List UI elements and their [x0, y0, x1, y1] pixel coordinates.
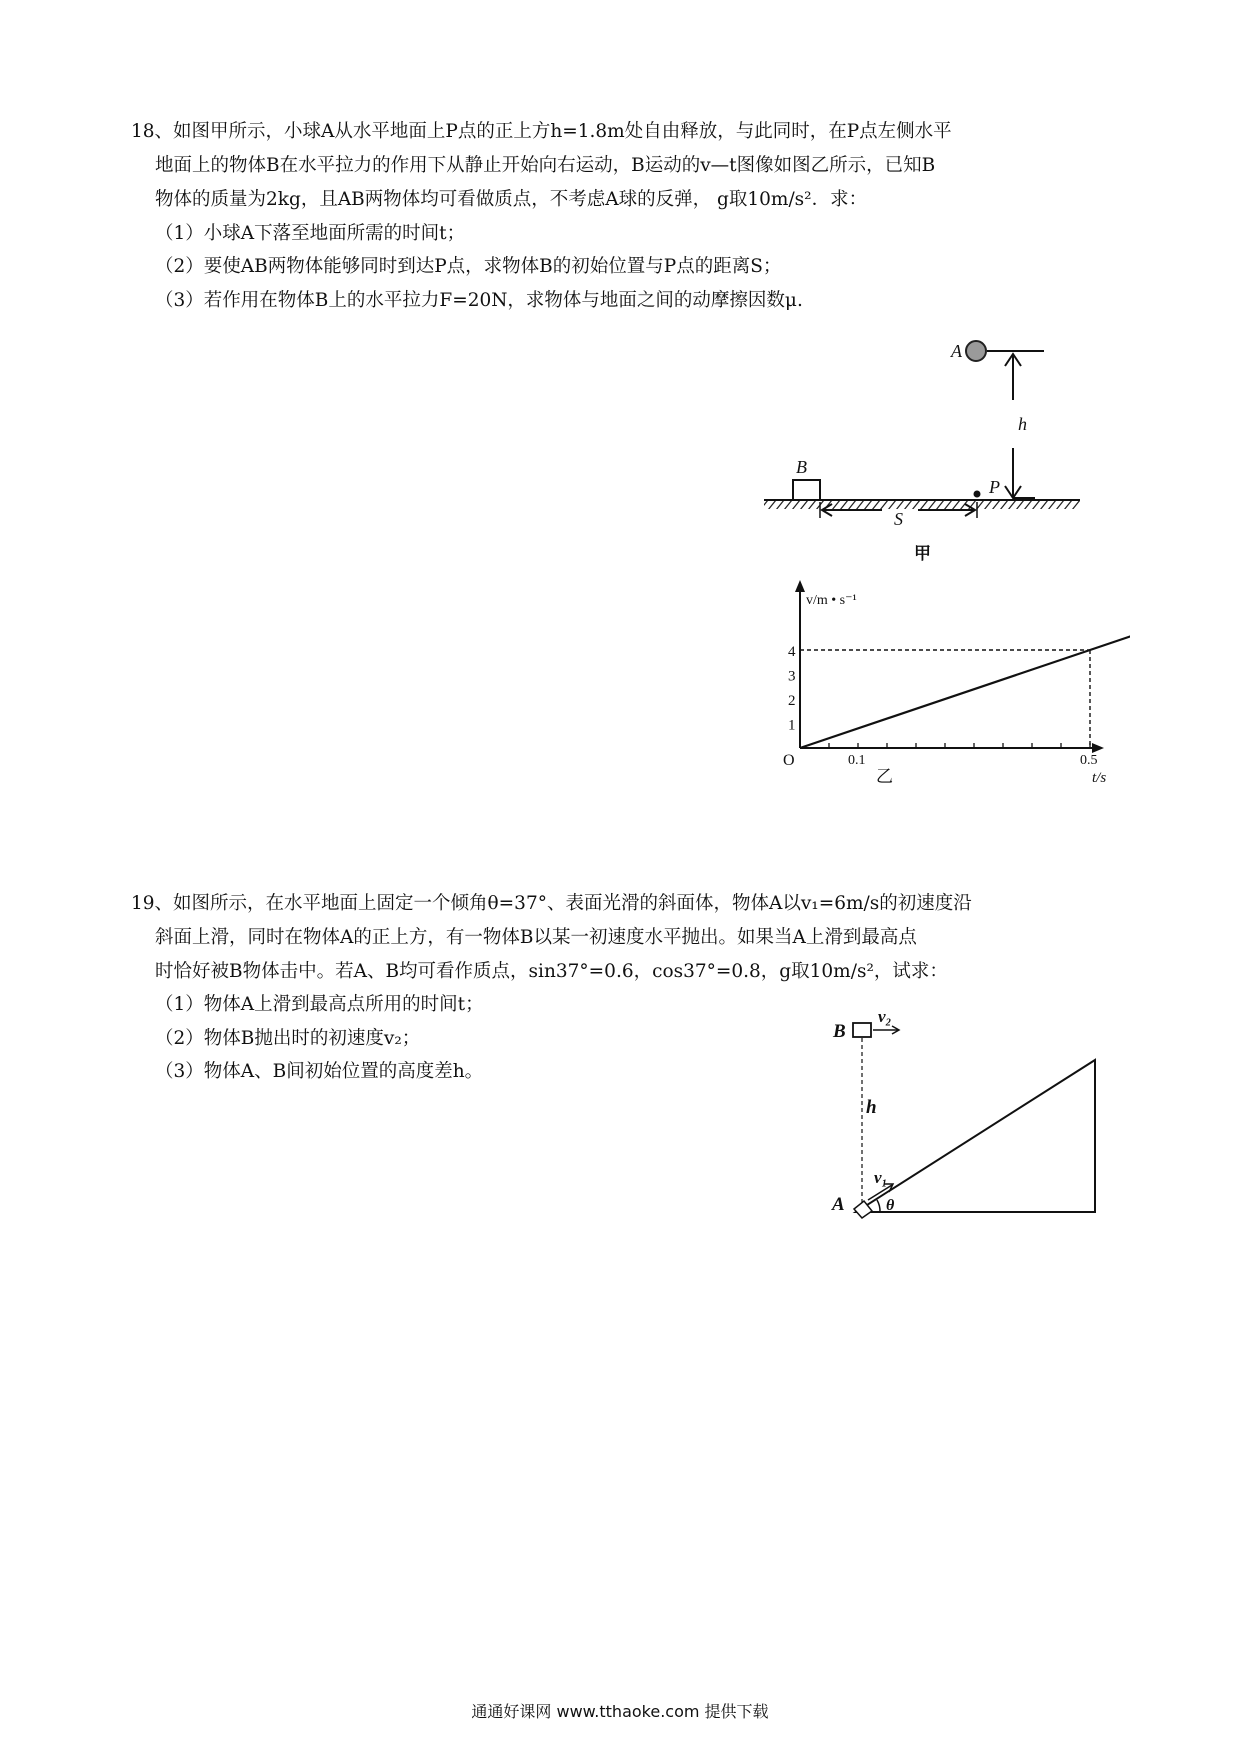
label-theta: θ [886, 1197, 895, 1214]
label-p: P [989, 477, 1000, 497]
label-a: A [832, 1194, 845, 1215]
x-tick-label: 0.1 [848, 753, 866, 768]
x-tick-label: 0.5 [1080, 753, 1098, 768]
label-h: h [866, 1097, 877, 1118]
caption-yi: 乙 [876, 767, 893, 786]
figure-jia [760, 330, 1100, 570]
y-tick-label: 1 [788, 717, 796, 734]
label-v1: v₁ [874, 1168, 888, 1187]
y-tick-label: 2 [788, 693, 796, 709]
q19-line-2: 斜面上滑，同时在物体A的正上方，有一物体B以某一初速度水平抛出。如果当A上滑到最高点 [155, 927, 917, 948]
label-h: h [1018, 414, 1027, 434]
point-p [974, 491, 981, 498]
q19-line-6: （3）物体A、B间初始位置的高度差h。 [155, 1061, 484, 1082]
figure-yi-vt-graph [770, 580, 1130, 790]
q18-line-4: （1）小球A下落至地面所需的时间t； [155, 223, 466, 244]
y-tick-label: 3 [788, 668, 796, 685]
q18-line-5: （2）要使AB两物体能够同时到达P点，求物体B的初始位置与P点的距离S； [155, 256, 782, 277]
q19-line-5: （2）物体B抛出时的初速度v₂； [155, 1028, 421, 1049]
label-b: B [833, 1021, 846, 1042]
figure-q19-incline [820, 1005, 1110, 1230]
block-b [793, 480, 820, 500]
ground-hatch [764, 501, 1080, 509]
y-tick-label: 4 [788, 644, 796, 660]
theta-arc [877, 1200, 880, 1212]
q19-line-1: 19、如图所示，在水平地面上固定一个倾角θ=37°、表面光滑的斜面体，物体A以v₁=6m/s的初速度沿 [131, 893, 972, 914]
q18-line-6: （3）若作用在物体B上的水平拉力F=20N，求物体与地面之间的动摩擦因数μ. [155, 290, 803, 311]
velocity-line [800, 630, 1130, 748]
label-b: B [796, 457, 807, 477]
y-axis-label: v/m • s⁻¹ [806, 593, 857, 608]
x-axis-label: t/s [1092, 770, 1107, 786]
origin-label: O [783, 752, 795, 769]
q19-line-4: （1）物体A上滑到最高点所用的时间t； [155, 994, 484, 1015]
label-v2: v₂ [878, 1007, 892, 1026]
q18-line-3: 物体的质量为2kg，且AB两物体均可看做质点，不考虑A球的反弹， g取10m/s²．求： [155, 189, 868, 210]
label-a: A [951, 341, 962, 361]
incline-body [856, 1060, 1095, 1212]
caption-jia: 甲 [914, 544, 931, 563]
footer-credit: 通通好课网 www.tthaoke.com 提供下载 [471, 1702, 769, 1721]
label-s: S [894, 509, 903, 529]
q19-line-3: 时恰好被B物体击中。若A、B均可看作质点，sin37°=0.6，cos37°=0.8，g取10m/s²，试求： [155, 961, 948, 982]
q18-line-2: 地面上的物体B在水平拉力的作用下从静止开始向右运动，B运动的v—t图像如图乙所示，已知B [155, 155, 936, 176]
ball-a [966, 341, 986, 361]
q18-line-1: 18、如图甲所示，小球A从水平地面上P点的正上方h=1.8m处自由释放，与此同时，在P点左侧水平 [131, 121, 952, 142]
block-b [853, 1023, 871, 1037]
